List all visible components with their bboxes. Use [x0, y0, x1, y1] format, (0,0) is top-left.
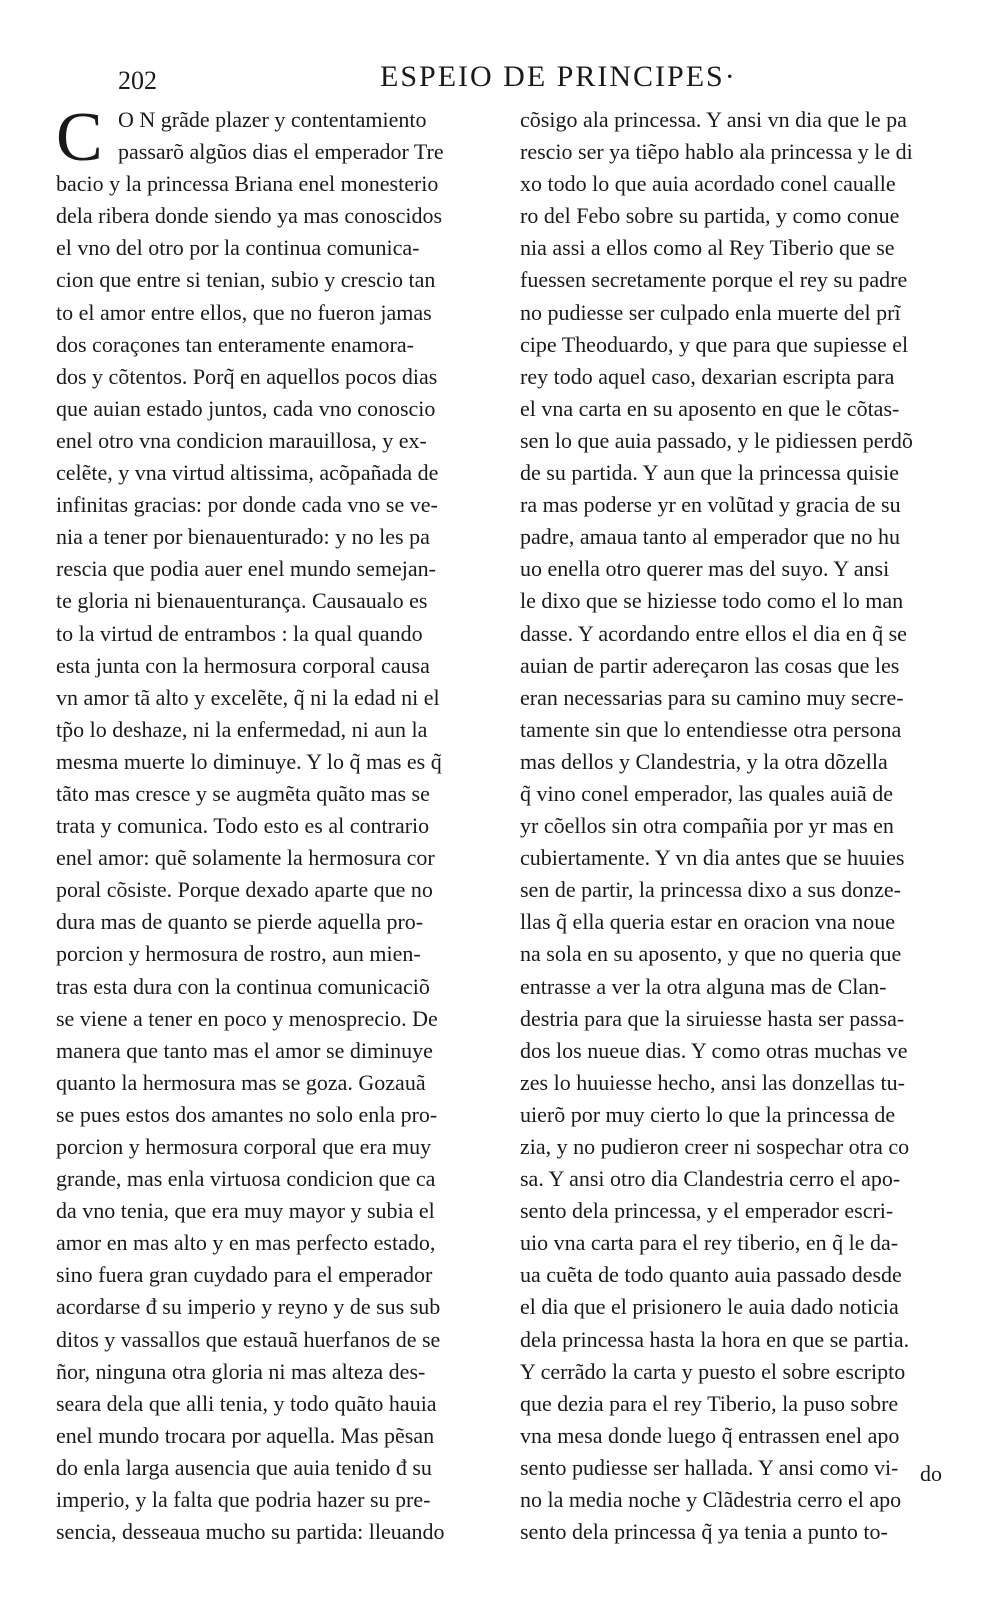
text-line: cõsigo ala princessa. Y ansi vn dia que le pa [520, 107, 907, 132]
text-line: poral cõsiste. Porque dexado aparte que no [56, 877, 433, 903]
text-line: padre, amaua tanto al emperador que no hu [520, 524, 900, 550]
text-line: nia a tener por bienauenturado: y no les pa [56, 524, 430, 550]
text-line: sino fuera gran cuydado para el emperador [56, 1262, 433, 1288]
text-line: infinitas gracias: por donde cada vno se ve- [56, 492, 438, 518]
text-line: se viene a tener en poco y menosprecio. De [56, 1005, 438, 1031]
text-line: quanto la hermosura mas se goza. Gozauã [56, 1069, 426, 1095]
text-line: te gloria ni bienauenturança. Causaualo es [56, 588, 428, 614]
text-line: que dezia para el rey Tiberio, la puso sobre [520, 1390, 899, 1416]
text-line: de su partida. Y aun que la princessa quisie [520, 460, 899, 486]
running-title: ESPEIO DE PRINCIPES· [380, 60, 737, 93]
text-line: enel otro vna condicion marauillosa, y ex- [56, 427, 427, 453]
text-line: tp̃o lo deshaze, ni la enfermedad, ni aun la [56, 716, 428, 742]
text-line: zia, y no pudieron creer ni sospechar otra co [520, 1134, 910, 1159]
page-number: 202 [118, 66, 157, 95]
text-line: bacio y la princessa Briana enel monesterio [56, 171, 439, 197]
text-line: da vno tenia, que era muy mayor y subia el [56, 1198, 435, 1224]
text-line: dos los nueue dias. Y como otras muchas ve [520, 1037, 908, 1063]
text-line: grande, mas enla virtuosa condicion que ca [56, 1166, 436, 1192]
text-line: xo todo lo que auia acordado conel caualle [520, 171, 896, 197]
text-line: rey todo aquel caso, dexarian escripta para [520, 363, 895, 389]
text-line: dasse. Y acordando entre ellos el dia en q̃ se [520, 620, 907, 646]
text-line: O N grãde plazer y contentamiento [118, 107, 427, 132]
text-line: imperio, y la falta que podria hazer su pre- [56, 1487, 431, 1513]
text-line: tãto mas cresce y se augmẽta quãto mas se [56, 780, 430, 806]
left-text-column [56, 99, 494, 1548]
text-line: no pudiesse ser culpado enla muerte del prĩ [520, 299, 901, 325]
right-text-column [520, 104, 958, 1548]
text-line: passarõ algũos dias el emperador Tre [118, 139, 444, 165]
text-line: el vna carta en su aposento en que le cõtas- [520, 395, 900, 421]
text-line: que auian estado juntos, cada vno conoscio [56, 395, 436, 421]
text-line: fuessen secretamente porque el rey su padre [520, 267, 908, 293]
text-line: se pues estos dos amantes no solo enla pro- [56, 1101, 438, 1127]
text-line: destria para que la siruiesse hasta ser passa- [520, 1005, 905, 1031]
text-line: uio vna carta para el rey tiberio, en q̃ le da- [520, 1230, 899, 1256]
text-line: dela ribera donde siendo ya mas conoscidos [56, 203, 443, 229]
text-line: ro del Febo sobre su partida, y como conue [520, 203, 900, 229]
text-line: sen de partir, la princessa dixo a sus donze- [520, 877, 901, 903]
text-line: Y cerrãdo la carta y puesto el sobre escripto [520, 1358, 906, 1384]
text-line: dela princessa hasta la hora en que se partia. [520, 1326, 910, 1352]
text-line: rescia que podia auer enel mundo semejan- [56, 556, 436, 582]
text-line: entrasse a ver la otra alguna mas de Clan- [520, 973, 887, 999]
text-line: uierõ por muy cierto lo que la princessa de [520, 1101, 896, 1127]
text-line: sento dela princessa q̃ ya tenia a punto to- [520, 1519, 888, 1545]
text-line: cubiertamente. Y vn dia antes que se huuies [520, 845, 905, 871]
text-line: sa. Y ansi otro dia Clandestria cerro el apo- [520, 1166, 901, 1192]
text-line: dos y cõtentos. Porq̃ en aquellos pocos dias [56, 363, 438, 389]
text-line: do enla larga ausencia que auia tenido đ su [56, 1454, 432, 1480]
text-line: sencia, desseaua mucho su partida: lleuando [56, 1519, 445, 1545]
text-line: sento pudiesse ser hallada. Y ansi como vi- [520, 1454, 899, 1480]
text-line: dura mas de quanto se pierde aquella pro- [56, 909, 424, 935]
text-line: to el amor entre ellos, que no fueron jamas [56, 299, 432, 325]
catchword: do [920, 1461, 942, 1486]
text-line: trata y comunica. Todo esto es al contrario [56, 813, 430, 839]
text-line: no la media noche y Clãdestria cerro el apo [520, 1487, 902, 1513]
text-line: tamente sin que lo entendiesse otra persona [520, 716, 902, 742]
text-line: ra mas poderse yr en volũtad y gracia de su [520, 492, 901, 518]
text-line: porcion y hermosura de rostro, aun mien- [56, 941, 421, 967]
text-line: ditos y vassallos que estauã huerfanos de se [56, 1326, 441, 1352]
text-line: uo enella otro querer mas del suyo. Y ansi [520, 556, 890, 582]
text-line: llas q̃ ella queria estar en oracion vna noue [520, 909, 896, 935]
text-line: vna mesa donde luego q̃ entrassen enel apo [520, 1422, 900, 1448]
text-line: ñor, ninguna otra gloria ni mas alteza des- [56, 1358, 426, 1384]
text-line: amor en mas alto y en mas perfecto estado, [56, 1230, 436, 1256]
text-line: vn amor tã alto y excelẽte, q̃ ni la edad ni el [56, 684, 440, 710]
text-line: sento dela princessa, y el emperador escri- [520, 1198, 894, 1224]
drop-cap-initial: C [56, 99, 103, 176]
text-line: el vno del otro por la continua comunica- [56, 235, 420, 261]
text-line: yr cõellos sin otra compañia por yr mas en [520, 813, 894, 839]
text-line: enel amor: quẽ solamente la hermosura cor [56, 845, 435, 871]
text-line: el dia que el prisionero le auia dado noticia [520, 1294, 899, 1320]
text-line: q̃ vino conel emperador, las quales auiã de [520, 780, 893, 806]
text-line: seara dela que alli tenia, y todo quãto hauia [56, 1390, 437, 1416]
text-line: zes lo huuiesse hecho, ansi las donzellas tu- [520, 1069, 905, 1095]
text-line: le dixo que se hiziesse todo como el lo man [520, 588, 904, 614]
text-line: auian de partir adereçaron las cosas que les [520, 652, 900, 678]
text-line: tras esta dura con la continua comunicaciõ [56, 973, 430, 999]
text-line: manera que tanto mas el amor se diminuye [56, 1037, 433, 1063]
text-line: enel mundo trocara por aquella. Mas pẽsan [56, 1422, 435, 1448]
text-line: acordarse đ su imperio y reyno y de sus sub [56, 1294, 441, 1320]
text-line: na sola en su aposento, y que no queria que [520, 941, 902, 967]
text-line: porcion y hermosura corporal que era muy [56, 1134, 432, 1159]
text-line: mesma muerte lo diminuye. Y lo q̃ mas es q̃ [56, 748, 442, 774]
text-line: rescio ser ya tiẽpo hablo ala princessa y le di [520, 139, 913, 165]
text-line: nia assi a ellos como al Rey Tiberio que se [520, 235, 895, 261]
text-line: to la virtud de entrambos : la qual quando [56, 620, 423, 646]
text-line: esta junta con la hermosura corporal causa [56, 652, 430, 678]
text-line: ua cuẽta de todo quanto auia passado desde [520, 1262, 902, 1288]
text-line: mas dellos y Clandestria, y la otra dõzella [520, 748, 888, 774]
text-line: dos coraçones tan enteramente enamora- [56, 331, 414, 357]
text-line: cipe Theoduardo, y que para que supiesse el [520, 331, 909, 357]
text-line: cion que entre si tenian, subio y crescio tan [56, 267, 436, 293]
text-line: celẽte, y vna virtud altissima, acõpañada de [56, 460, 439, 486]
text-line: eran necessarias para su camino muy secre- [520, 684, 904, 710]
text-line: sen lo que auia passado, y le pidiessen perdõ [520, 427, 913, 453]
